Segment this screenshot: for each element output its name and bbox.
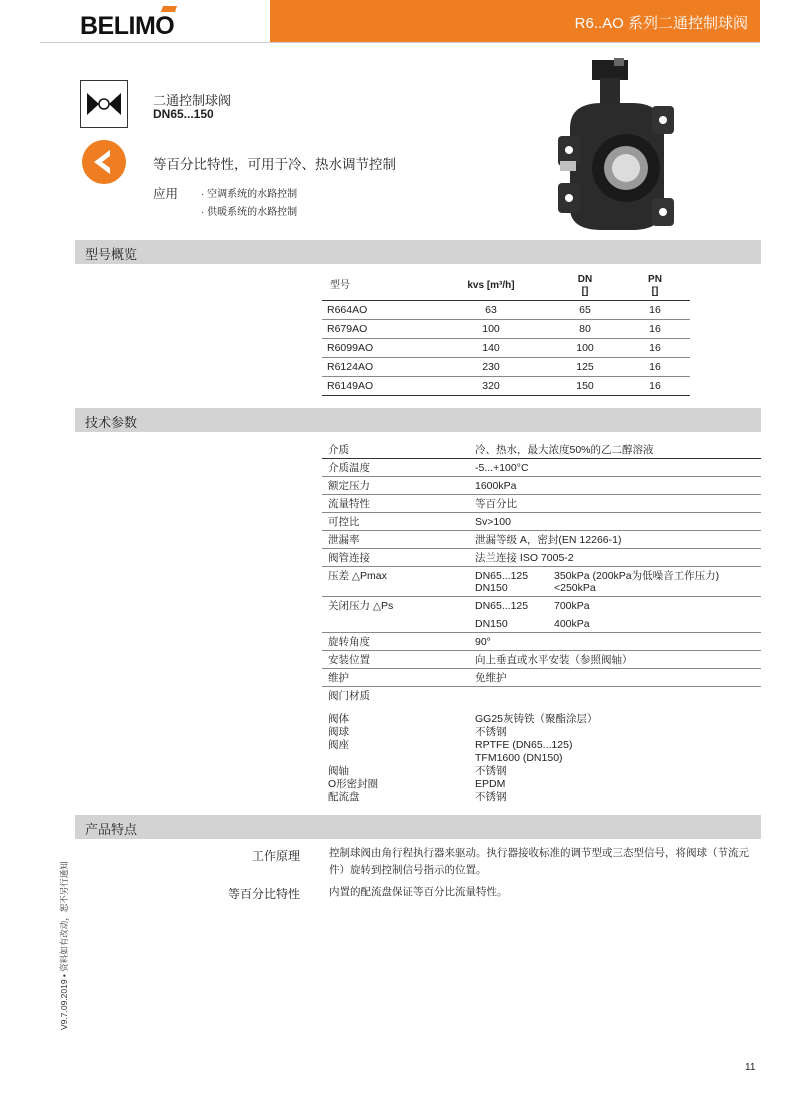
spec-key: 介质 <box>322 441 475 459</box>
page-title: R6..AO 系列二通控制球阀 <box>574 15 748 32</box>
table-cell: 140 <box>432 338 550 357</box>
spec-value: 向上垂直或水平安装（参照阀轴） <box>475 651 761 669</box>
table-cell: R679AO <box>322 319 432 338</box>
product-range: DN65...150 <box>153 107 214 121</box>
table-cell: 100 <box>432 319 550 338</box>
material-value: 不锈钢 <box>475 726 507 738</box>
spec-value: 90° <box>475 633 761 651</box>
column-header: DN [] <box>550 272 620 300</box>
spec-value <box>475 597 761 633</box>
spec-key: 压差 △Pmax <box>322 567 475 597</box>
spec-sub-dn: DN150 <box>475 618 508 630</box>
material-key: 阀座 <box>328 739 349 751</box>
spec-sub-value: <250kPa <box>554 582 596 594</box>
spec-value: 法兰连接 ISO 7005-2 <box>475 549 761 567</box>
equal-percentage-characteristic-icon <box>80 138 128 186</box>
table-cell: 320 <box>432 376 550 395</box>
model-overview-table <box>322 272 690 396</box>
spec-key: 旋转角度 <box>322 633 475 651</box>
section-features-header <box>75 815 761 839</box>
table-row <box>322 376 690 395</box>
table-row <box>322 319 690 338</box>
spec-key: 介质温度 <box>322 459 475 477</box>
table-cell: 65 <box>550 300 620 319</box>
table-row <box>322 597 761 633</box>
spec-sub-dn: DN65...125 <box>475 600 529 612</box>
spec-key: 维护 <box>322 669 475 687</box>
application-item: · 空调系统的水路控制 <box>201 186 297 204</box>
feature-label-principle: 工作原理 <box>251 849 300 863</box>
spec-value: 免维护 <box>475 669 761 687</box>
table-row <box>322 495 761 513</box>
section-title: 型号概览 <box>85 247 138 262</box>
spec-value: 泄漏等级 A，密封(EN 12266-1) <box>475 531 761 549</box>
table-cell: R664AO <box>322 300 432 319</box>
table-cell: 16 <box>620 319 690 338</box>
column-header: kvs [m³/h] <box>432 272 550 300</box>
ball-valve-symbol-icon <box>80 80 128 128</box>
table-cell: 125 <box>550 357 620 376</box>
table-row <box>322 710 761 806</box>
product-description: 等百分比特性，可用于冷、热水调节控制 <box>153 157 396 172</box>
material-key: O形密封圈 <box>328 778 379 790</box>
header-divider <box>40 42 760 43</box>
feature-label-equal-percentage: 等百分比特性 <box>227 887 300 901</box>
table-cell: 100 <box>550 338 620 357</box>
table-row <box>322 357 690 376</box>
product-name: 二通控制球阀 <box>153 93 232 108</box>
spec-sub-value: 700kPa <box>554 600 590 612</box>
table-row <box>322 567 761 597</box>
application-list <box>201 186 297 222</box>
table-row <box>322 477 761 495</box>
feature-text-equal-percentage: 内置的配流盘保证等百分比流量特性。 <box>329 886 508 898</box>
material-value: RPTFE (DN65...125) <box>475 739 573 751</box>
feature-text-principle: 控制球阀由角行程执行器来驱动。执行器接收标准的调节型或三态型信号，将阀球（节流元件）旋转到控制信号指示的位置。 <box>329 847 749 876</box>
table-cell: 16 <box>620 376 690 395</box>
version-note: V9.7.09.2019 • 资料如有改动，恕不另行通知 <box>59 861 69 1030</box>
table-row <box>322 513 761 531</box>
table-row <box>322 441 761 459</box>
spec-key: 阀门材质 <box>328 690 370 702</box>
section-overview-header <box>75 240 761 264</box>
spec-sub-value: 400kPa <box>554 618 590 630</box>
material-key: 阀球 <box>328 726 349 738</box>
spec-sub-dn: DN150 <box>475 582 508 594</box>
spec-value <box>475 567 761 597</box>
spec-key: 额定压力 <box>322 477 475 495</box>
table-cell: 230 <box>432 357 550 376</box>
product-photo <box>552 58 682 233</box>
application-label: 应用 <box>153 187 179 201</box>
table-row <box>322 633 761 651</box>
table-row <box>322 531 761 549</box>
material-key: 阀轴 <box>328 765 349 777</box>
table-cell: 16 <box>620 357 690 376</box>
table-row <box>322 459 761 477</box>
material-key: 阀体 <box>328 713 349 725</box>
header-title-bar <box>270 0 760 42</box>
spec-value: -5...+100°C <box>475 459 761 477</box>
spec-value: 冷、热水，最大浓度50%的乙二醇溶液 <box>475 441 761 459</box>
technical-data-table <box>322 441 761 806</box>
table-cell: R6149AO <box>322 376 432 395</box>
spec-value: Sv>100 <box>475 513 761 531</box>
section-title: 技术参数 <box>85 415 138 430</box>
table-row <box>322 549 761 567</box>
spec-sub-dn: DN65...125 <box>475 570 529 582</box>
column-header: 型号 <box>322 272 432 300</box>
spec-key: 可控比 <box>322 513 475 531</box>
table-cell: 80 <box>550 319 620 338</box>
material-value: TFM1600 (DN150) <box>475 752 563 764</box>
table-cell: R6099AO <box>322 338 432 357</box>
spec-value: 1600kPa <box>475 477 761 495</box>
table-cell: R6124AO <box>322 357 432 376</box>
spec-value: 等百分比 <box>475 495 761 513</box>
material-value: 不锈钢 <box>475 791 507 803</box>
table-row <box>322 687 761 711</box>
spec-key: 泄漏率 <box>322 531 475 549</box>
material-value: 不锈钢 <box>475 765 507 777</box>
table-row <box>322 300 690 319</box>
table-cell: 63 <box>432 300 550 319</box>
spec-key: 关闭压力 △Ps <box>322 597 475 633</box>
spec-sub-value: 350kPa (200kPa为低噪音工作压力) <box>554 570 720 582</box>
table-row <box>322 338 690 357</box>
table-row <box>322 669 761 687</box>
belimo-logo: BELIMO <box>80 12 174 41</box>
table-cell: 16 <box>620 338 690 357</box>
table-cell: 150 <box>550 376 620 395</box>
column-header: PN [] <box>620 272 690 300</box>
logo-accent <box>161 6 177 12</box>
spec-key: 阀管连接 <box>322 549 475 567</box>
section-technical-header <box>75 408 761 432</box>
application-item: · 供暖系统的水路控制 <box>201 204 297 222</box>
table-row <box>322 651 761 669</box>
spec-key: 安装位置 <box>322 651 475 669</box>
table-cell: 16 <box>620 300 690 319</box>
section-title: 产品特点 <box>85 822 138 837</box>
page-number: 11 <box>745 1062 756 1073</box>
material-value: GG25灰铸铁（聚酯涂层） <box>475 713 598 725</box>
material-key: 配流盘 <box>328 791 360 803</box>
spec-key: 流量特性 <box>322 495 475 513</box>
material-value: EPDM <box>475 778 506 790</box>
